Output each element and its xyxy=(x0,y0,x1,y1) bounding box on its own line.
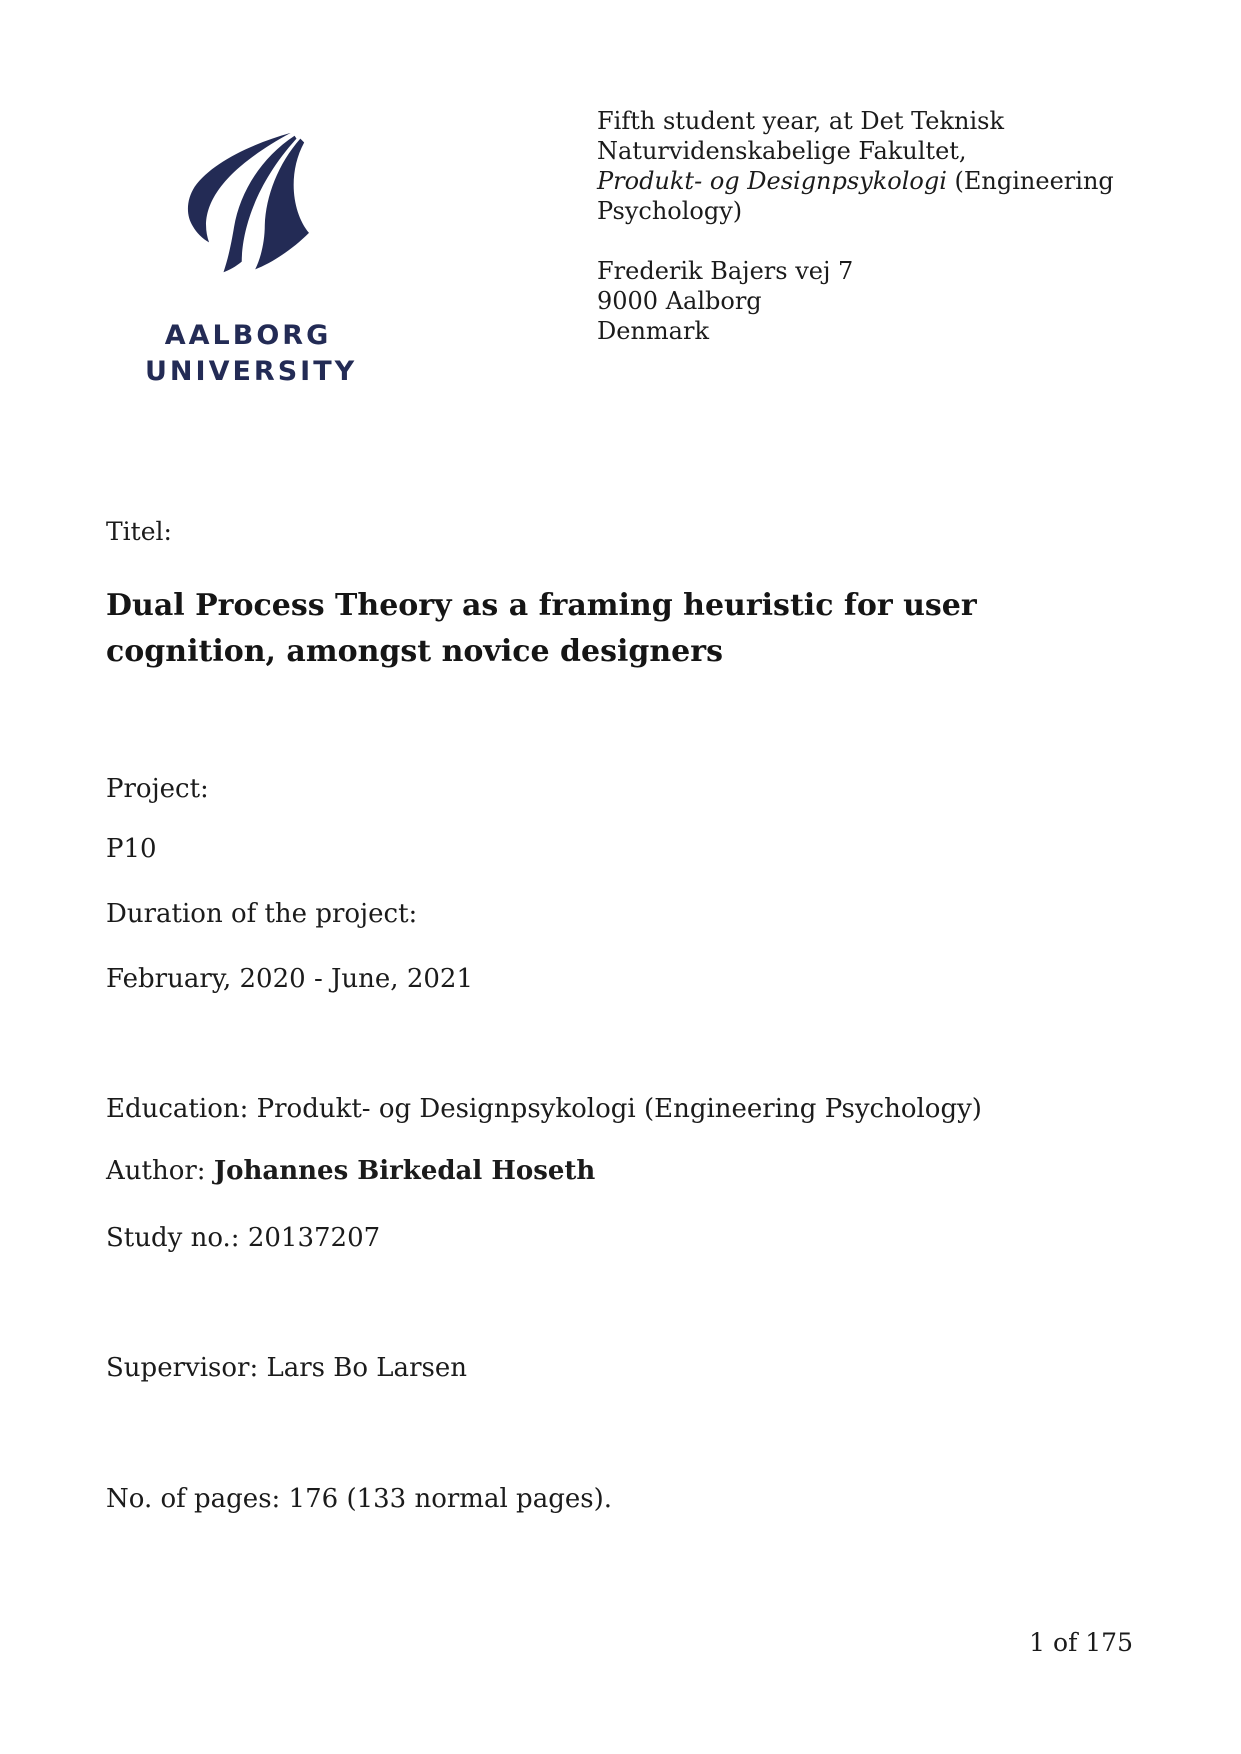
duration-value: February, 2020 - June, 2021 xyxy=(106,964,473,994)
logo-wordmark-aalborg: AALBORG xyxy=(164,320,332,351)
spacer-line xyxy=(597,226,1137,256)
address-line: Denmark xyxy=(597,317,709,345)
address-line: 9000 Aalborg xyxy=(597,287,762,315)
project-value: P10 xyxy=(106,834,157,864)
institution-line xyxy=(597,166,1137,196)
address-line: Frederik Bajers vej 7 xyxy=(597,257,854,285)
institution-line: Naturvidenskabelige Fakultet, xyxy=(597,137,967,165)
aalborg-university-logo-icon xyxy=(184,131,311,277)
title-label: Titel: xyxy=(106,517,172,546)
supervisor-line: Supervisor: Lars Bo Larsen xyxy=(106,1353,467,1383)
pages-line: No. of pages: 176 (133 normal pages). xyxy=(106,1484,612,1514)
education-line: Education: Produkt- og Designpsykologi (Engineering Psychology) xyxy=(106,1094,982,1124)
study-number-line: Study no.: 20137207 xyxy=(106,1223,381,1253)
project-label: Project: xyxy=(106,774,209,804)
page-number: 1 of 175 xyxy=(1029,1628,1133,1657)
author-line xyxy=(106,1154,595,1188)
duration-label: Duration of the project: xyxy=(106,899,418,929)
institution-block xyxy=(597,106,1137,346)
author-label: Author: xyxy=(106,1156,214,1186)
institution-line: Fifth student year, at Det Teknisk xyxy=(597,107,1005,135)
logo-wordmark-university: UNIVERSITY xyxy=(145,356,358,387)
education-name-rest: (Engineering xyxy=(946,167,1114,195)
author-name: Johannes Birkedal Hoseth xyxy=(213,1156,596,1186)
education-name-italic: Produkt- og Designpsykologi xyxy=(597,167,947,195)
page-title: Dual Process Theory as a framing heuristic for user cognition, amongst novice designers xyxy=(106,588,977,669)
institution-line: Psychology) xyxy=(597,197,743,225)
